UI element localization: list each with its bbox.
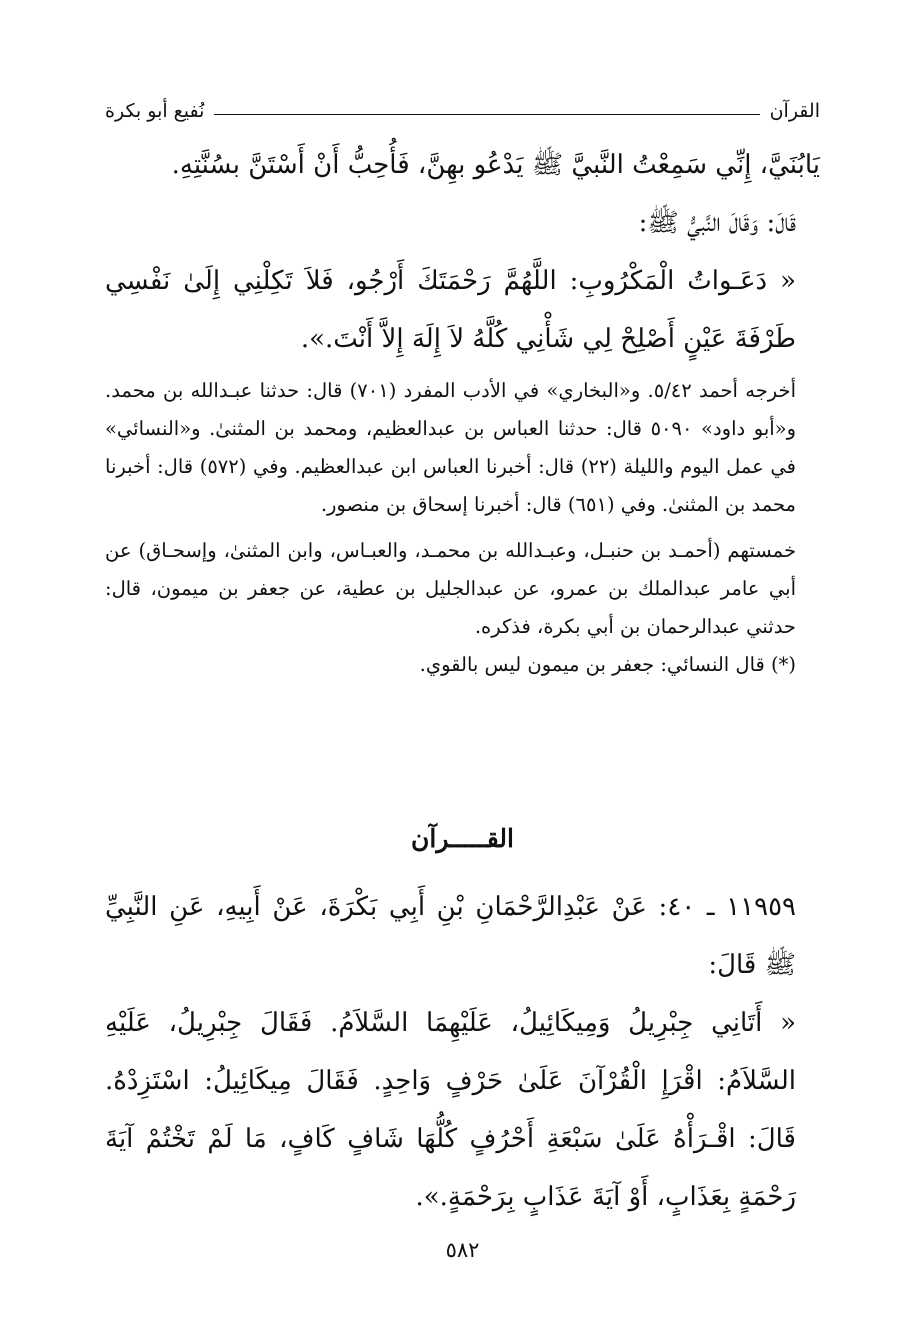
header-chapter-title: القرآن xyxy=(769,100,820,122)
top-hadith-line-2: قَالَ: وَقَالَ النَّبيُّ ﷺ: xyxy=(638,208,796,238)
top-hadith-line-1: يَابُنَيَّ، إِنِّي سَمِعْتُ النَّبيَّ ﷺ يَدْعُو بهِنَّ، فَأُحِبُّ أَنْ أَسْتَنَّ بسُنَّتِهِ. xyxy=(171,150,820,180)
top-hadith-quote: « دَعَـواتُ الْمَكْرُوبِ: اللَّهُمَّ رَحْمَتَكَ أَرْجُو، فَلاَ تَكِلْنِي إِلَىٰ نَفْسِي طَرْفَةَ عَيْنٍ أَصْلِحْ لِي شَأْنِي كُلَّهُ لاَ إِلَهَ إِلاَّ أَنْتَ.». xyxy=(105,266,796,354)
remark-paragraph: (*) قال النسائي: جعفر بن ميمون ليس بالقوي. xyxy=(419,653,796,676)
takhrij-paragraph: أخرجه أحمد ٥/٤٢. و«البخاري» في الأدب المفرد (٧٠١) قال: حدثنا عبـدالله بن محمد. و«أبو داود» ٥٠٩٠ قال: حدثنا العباس بن عبدالعظيم، ومحمد بن المثنىٰ. و«النسائي» في عمل اليوم والليلة (٢٢) قال: أخبرنا العباس ابن عبدالعظيم. وفي (٥٧٢) قال: أخبرنا محمد بن المثنىٰ. وفي (٦٥١) قال: أخبرنا إسحاق بن منصور. xyxy=(105,379,797,516)
top-hadith-text xyxy=(105,136,820,368)
header-narrator-name: نُفيع أبو بكرة xyxy=(105,100,205,122)
isnad-paragraph: خمستهم (أحمـد بن حنبـل، وعبـدالله بن محمـد، والعبـاس، وابن المثنىٰ، وإسحـاق) عن أبي عامر عبدالملك بن عمرو، عن عبدالجليل بن عطية، عن جعفر بن ميمون، قال: حدثني عبدالرحمان بن أبي بكرة، فذكره. xyxy=(105,539,796,638)
main-hadith-quote: « أَتَانِي جِبْرِيلُ وَمِيكَائِيلُ، عَلَيْهِمَا السَّلاَمُ. فَقَالَ جِبْرِيلُ، عَلَيْهِ السَّلاَمُ: اقْرَإِ الْقُرْآنَ عَلَىٰ حَرْفٍ وَاحِدٍ. فَقَالَ مِيكَائِيلُ: اسْتَزِدْهُ. قَالَ: اقْـرَأْهُ عَلَىٰ سَبْعَةِ أَحْرُفٍ كُلُّهَا شَافٍ كَافٍ، مَا لَمْ تَخْتُمْ آيَةَ رَحْمَةٍ بِعَذَابٍ، أَوْ آيَةَ عَذَابٍ بِرَحْمَةٍ.». xyxy=(105,1008,796,1212)
section-title: القـــــرآن xyxy=(411,824,514,853)
main-hadith-text xyxy=(105,878,820,1226)
running-header xyxy=(105,92,820,122)
page-number: ٥٨٢ xyxy=(445,1238,480,1262)
header-rule xyxy=(214,114,759,115)
takhrij-notes xyxy=(105,372,820,684)
main-hadith-intro: ١١٩٥٩ ـ ٤٠: عَنْ عَبْدِالرَّحْمَانِ بْنِ أَبِي بَكْرَةَ، عَنْ أَبِيهِ، عَنِ النَّبِيِّ ﷺ قَالَ: xyxy=(105,892,796,980)
document-page xyxy=(105,0,820,1341)
